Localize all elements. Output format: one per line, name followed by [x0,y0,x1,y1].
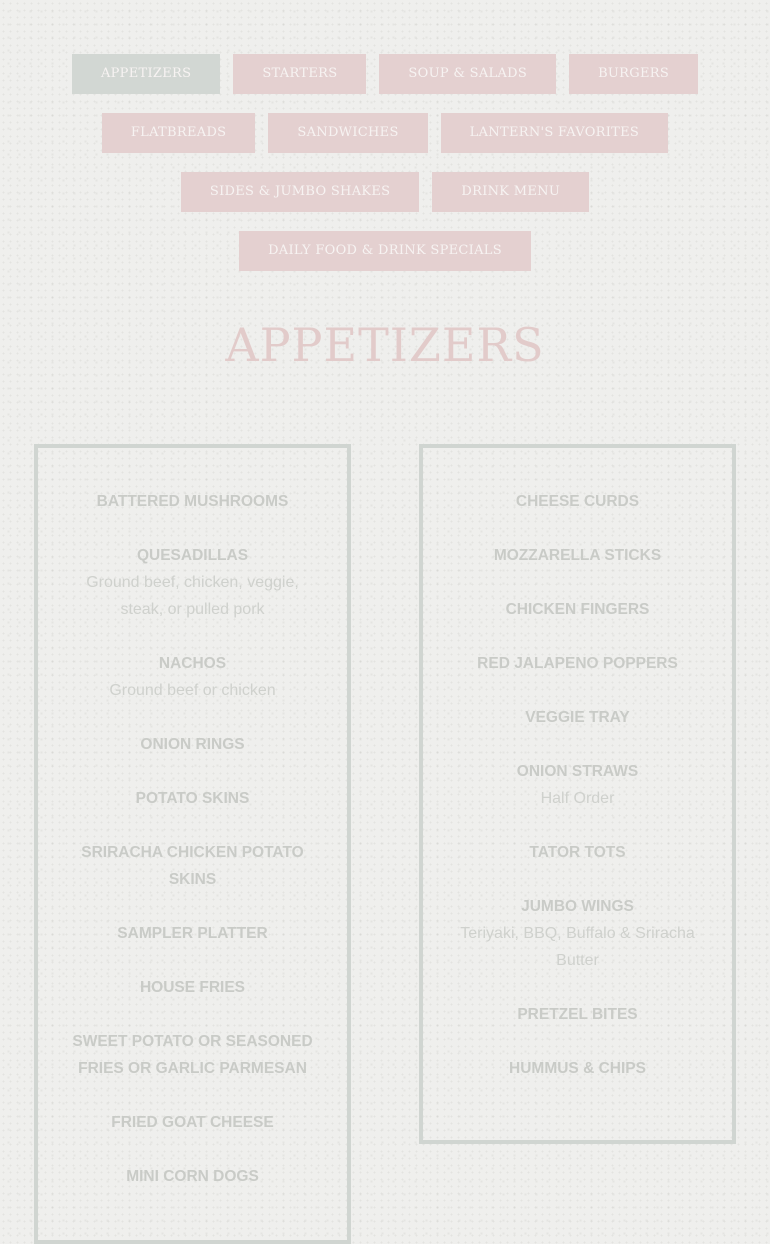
nav-button-soup-and-salads[interactable]: SOUP & SALADS [379,54,556,94]
menu-item [453,1055,702,1082]
page-title: APPETIZERS [225,318,545,372]
menu-item [453,650,702,677]
menu-item [453,542,702,569]
menu-item-name: ONION STRAWS [516,763,639,780]
nav-button-daily-food-and-drink-specials[interactable]: DAILY FOOD & DRINK SPECIALS [239,231,531,271]
nav-button-lantern-s-favorites[interactable]: LANTERN'S FAVORITES [441,113,668,153]
menu-item-name: MINI CORN DOGS [126,1168,259,1185]
nav-button-burgers[interactable]: BURGERS [569,54,698,94]
menu-item [68,1028,317,1082]
menu-item [68,920,317,947]
menu-item [68,542,317,623]
menu-item [68,731,317,758]
menu-items-left [38,448,347,1190]
menu-item-name: SAMPLER PLATTER [117,925,268,942]
nav-row [0,113,770,153]
menu-item-description: Half Order [540,790,615,807]
menu-column-right [419,444,736,1144]
menu-item [453,1001,702,1028]
category-nav [0,54,770,290]
menu-item-name: NACHOS [158,655,227,672]
menu-item-name: BATTERED MUSHROOMS [96,493,289,510]
menu-item-name: CHEESE CURDS [515,493,640,510]
nav-row [0,172,770,212]
menu-item-name: RED JALAPENO POPPERS [477,655,678,672]
menu-item-name: SWEET POTATO OR SEASONED FRIES OR GARLIC PARMESAN [72,1033,313,1077]
menu-item-name: HUMMUS & CHIPS [509,1060,646,1077]
menu-item-name: JUMBO WINGS [521,898,634,915]
menu-item [68,1163,317,1190]
menu-item [453,488,702,515]
menu-item-name: FRIED GOAT CHEESE [111,1114,274,1131]
menu-item [68,839,317,893]
menu-item-name: ONION RINGS [140,736,245,753]
nav-button-starters[interactable]: STARTERS [233,54,366,94]
menu-item [453,758,702,812]
nav-button-appetizers[interactable]: APPETIZERS [72,54,220,94]
menu-item [68,488,317,515]
menu-item-description: Ground beef or chicken [109,682,276,699]
menu-item [68,785,317,812]
nav-button-flatbreads[interactable]: FLATBREADS [102,113,256,153]
menu-item-name: POTATO SKINS [135,790,250,807]
menu-item-description: Ground beef, chicken, veggie, steak, or pulled pork [86,574,299,618]
nav-row [0,231,770,271]
menu-items-right [423,448,732,1082]
nav-button-sides-and-jumbo-shakes[interactable]: SIDES & JUMBO SHAKES [181,172,420,212]
menu-column-left [34,444,351,1244]
menu-item-name: CHICKEN FINGERS [505,601,650,618]
menu-item [453,704,702,731]
menu-item-name: SRIRACHA CHICKEN POTATO SKINS [81,844,304,888]
menu-item [68,1109,317,1136]
nav-button-drink-menu[interactable]: DRINK MENU [432,172,589,212]
menu-item-name: TATOR TOTS [529,844,626,861]
menu-item [68,650,317,704]
menu-item [68,974,317,1001]
menu-item-name: PRETZEL BITES [517,1006,638,1023]
menu-item-name: VEGGIE TRAY [525,709,630,726]
nav-row [0,54,770,94]
menu-item-name: HOUSE FRIES [139,979,246,996]
nav-button-sandwiches[interactable]: SANDWICHES [268,113,427,153]
menu-item [453,893,702,974]
menu-item [453,596,702,623]
menu-item [453,839,702,866]
menu-item-name: QUESADILLAS [136,547,249,564]
menu-item-name: MOZZARELLA STICKS [493,547,662,564]
menu-item-description: Teriyaki, BBQ, Buffalo & Sriracha Butter [460,925,695,969]
